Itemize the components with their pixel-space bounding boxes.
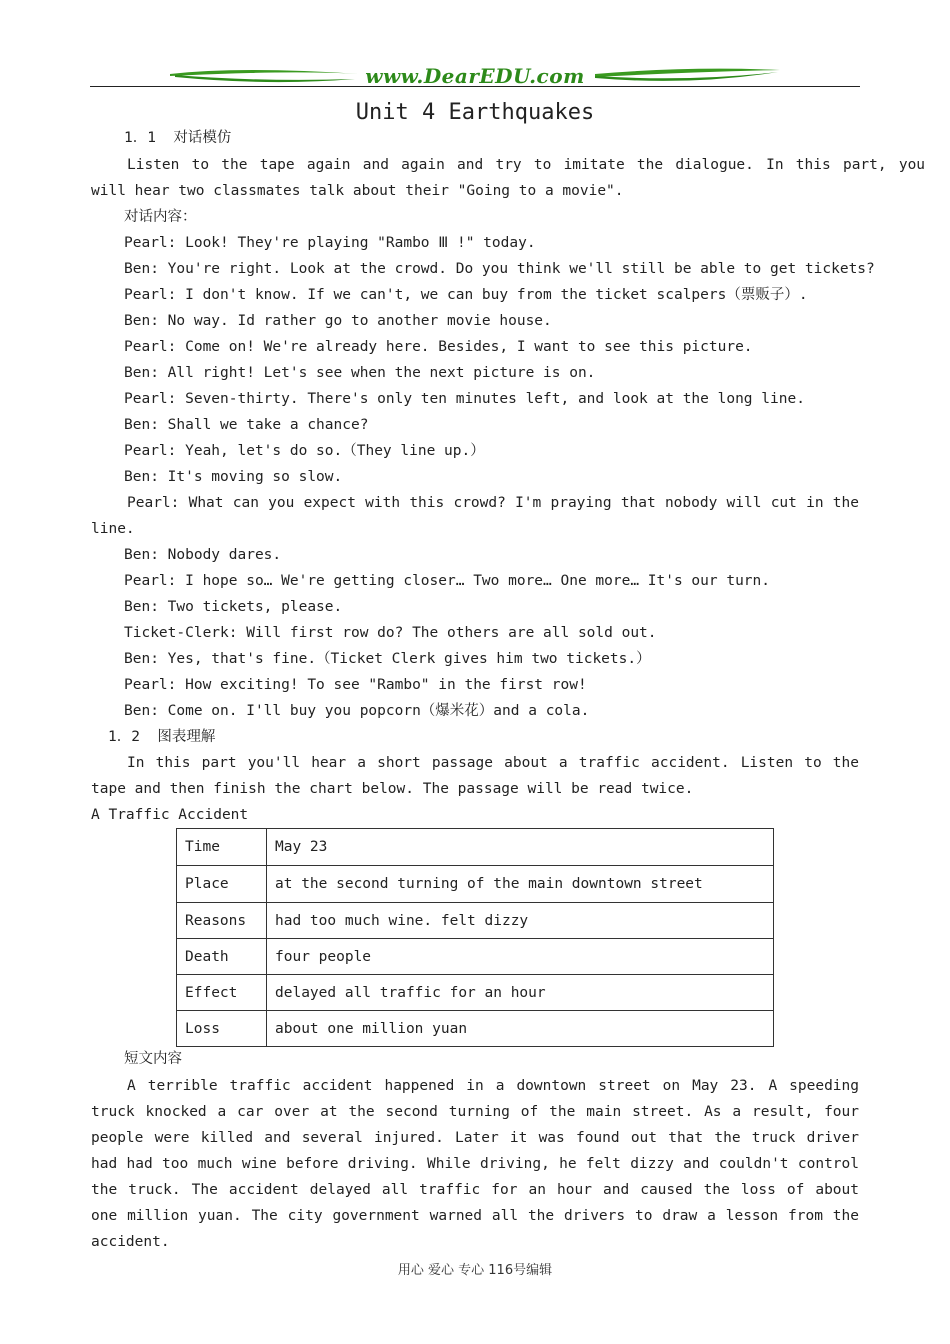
table-row — [177, 1011, 774, 1047]
table-cell-value: May 23 — [267, 829, 774, 866]
table-row — [177, 903, 774, 939]
dialogue-line: Pearl: Yeah, let's do so.（They line up.） — [124, 443, 485, 459]
dialogue-line: Pearl: Come on! We're already here. Besides, I want to see this picture. — [124, 339, 753, 355]
table-cell-label: Loss — [177, 1011, 267, 1047]
dialogue-line: Ben: Come on. I'll buy you popcorn（爆米花）and a cola. — [124, 703, 590, 719]
table-cell-value: had too much wine. felt dizzy — [267, 903, 774, 939]
dialogue-line: Pearl: How exciting! To see "Rambo" in the first row! — [124, 677, 587, 693]
passage-text: A terrible traffic accident happened in a downtown street on May 23. A speeding truck knocked a car over at the second turning of the main street. As a result, four people were killed and several injured. Later it was found out that the truck driver had had too much wine before driving. While driving, he felt dizzy and couldn't control the truck. The accident delayed all traffic for an hour and caused the loss of about one million yuan. The city government warned all the drivers to draw a lesson from the accident. — [91, 1078, 859, 1250]
passage-heading: 短文内容 — [124, 1051, 182, 1067]
dialogue-long-turn-text: Pearl: What can you expect with this crowd? I'm praying that nobody will cut in the line. — [91, 495, 859, 537]
dialogue-line: Pearl: I hope so… We're getting closer… Two more… One more… It's our turn. — [124, 573, 771, 589]
table-title: A Traffic Accident — [91, 807, 249, 823]
table-row — [177, 939, 774, 975]
page-footer: 用心 爱心 专心 116号编辑 — [397, 1263, 553, 1278]
dialogue-line: Pearl: I don't know. If we can't, we can buy from the ticket scalpers（票贩子）. — [124, 287, 808, 303]
table-row — [177, 975, 774, 1011]
section-heading-dialogue: 1．1 对话模仿 — [124, 130, 232, 146]
table-cell-value: delayed all traffic for an hour — [267, 975, 774, 1011]
dialogue-heading: 对话内容： — [124, 209, 197, 225]
header-rule — [90, 86, 860, 87]
dialogue-line: Ticket-Clerk: Will first row do? The others are all sold out. — [124, 625, 657, 641]
dialogue-line: Pearl: Seven-thirty. There's only ten minutes left, and look at the long line. — [124, 391, 805, 407]
table-cell-value: at the second turning of the main downtown street — [267, 866, 774, 903]
dialogue-line: Ben: All right! Let's see when the next picture is on. — [124, 365, 596, 381]
table-cell-label: Death — [177, 939, 267, 975]
section-heading-chart: 1．2 图表理解 — [108, 729, 216, 745]
dialogue-line: Ben: Shall we take a chance? — [124, 417, 369, 433]
dialogue-line: Ben: Two tickets, please. — [124, 599, 343, 615]
chart-intro — [91, 750, 859, 802]
dialogue-long-turn — [91, 490, 859, 542]
dialogue-intro-line-1: Listen to the tape again and again and try to imitate the dialogue. In this part, you — [127, 157, 926, 173]
dialogue-line: Ben: No way. Id rather go to another movie house. — [124, 313, 552, 329]
table-cell-label: Time — [177, 829, 267, 866]
site-logo: www.DearEDU.com — [357, 62, 593, 90]
dialogue-line: Pearl: Look! They're playing "Rambo Ⅲ !" today. — [124, 235, 536, 251]
table-row — [177, 866, 774, 903]
dialogue-intro-line-2: will hear two classmates talk about their "Going to a movie". — [91, 183, 624, 199]
dialogue-line: Ben: It's moving so slow. — [124, 469, 343, 485]
table-cell-value: about one million yuan — [267, 1011, 774, 1047]
chart-intro-text: In this part you'll hear a short passage about a traffic accident. Listen to the tape and then finish the chart below. The passage will be read twice. — [91, 755, 859, 797]
table-cell-value: four people — [267, 939, 774, 975]
table-cell-label: Place — [177, 866, 267, 903]
passage — [91, 1073, 859, 1255]
table-row — [177, 829, 774, 866]
table-cell-label: Effect — [177, 975, 267, 1011]
dialogue-line: Ben: You're right. Look at the crowd. Do you think we'll still be able to get tickets? — [124, 261, 875, 277]
dialogue-line: Ben: Nobody dares. — [124, 547, 282, 563]
traffic-accident-table — [176, 828, 774, 1047]
page-title: Unit 4 Earthquakes — [355, 100, 595, 125]
dialogue-line: Ben: Yes, that's fine.（Ticket Clerk gives him two tickets.） — [124, 651, 651, 667]
table-cell-label: Reasons — [177, 903, 267, 939]
